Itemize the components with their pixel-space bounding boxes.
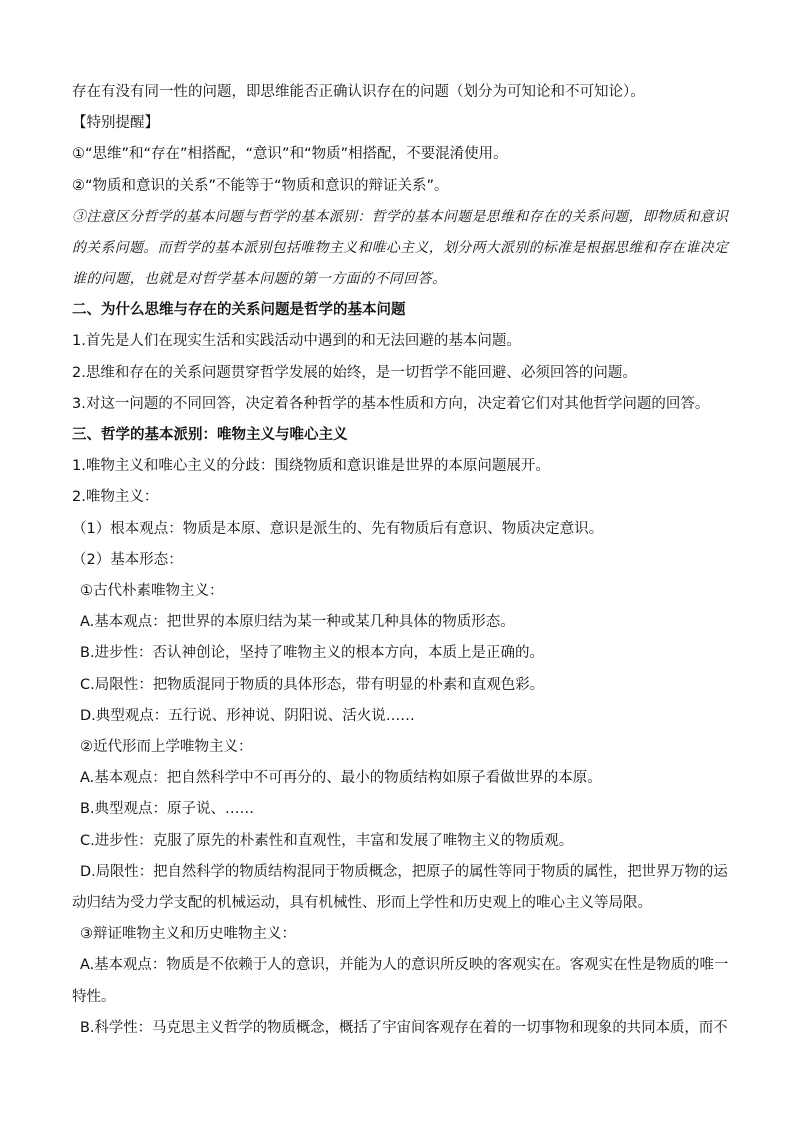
- form-heading: ①古代朴素唯物主义：: [80, 583, 224, 599]
- form-heading: ②近代形而上学唯物主义：: [80, 739, 253, 755]
- reminder-item-3-cont: 的关系问题。而哲学的基本派别包括唯物主义和唯心主义，划分两大派别的标准是根据思维和存在谁决定: [72, 240, 729, 256]
- paragraph-continuation: 存在有没有同一性的问题，即思维能否正确认识存在的问题（划分为可知论和不可知论）。: [72, 84, 645, 100]
- sub-item: （2）基本形态：: [72, 552, 183, 568]
- list-item: 3.对这一问题的不同回答，决定着各种哲学的基本性质和方向，决定着它们对其他哲学问题的回答。: [72, 396, 710, 412]
- list-item: 1.首先是人们在现实生活和实践活动中遇到的和无法回避的基本问题。: [72, 333, 521, 349]
- form-point: A.基本观点：把自然科学中不可再分的、最小的物质结构如原子看做世界的本原。: [80, 770, 602, 786]
- form-point: A.基本观点：把世界的本原归结为某一种或某几种具体的物质形态。: [80, 614, 515, 630]
- form-point: B.科学性：马克思主义哲学的物质概念，概括了宇宙间客观存在着的一切事物和现象的共同本质，而不: [80, 1020, 728, 1036]
- form-point: C.局限性：把物质混同于物质的具体形态，带有明显的朴素和直观色彩。: [80, 677, 545, 693]
- form-point: D.局限性：把自然科学的物质结构混同于物质概念，把原子的属性等同于物质的属性，把世界万物的运: [80, 864, 728, 880]
- special-reminder-heading: 【特别提醒】: [72, 115, 159, 131]
- reminder-item-3: ③注意区分哲学的基本问题与哲学的基本派别：哲学的基本问题是思维和存在的关系问题，即物质和意识: [72, 209, 729, 225]
- form-point-cont: 特性。: [72, 989, 116, 1005]
- reminder-item-2: ②“物质和意识的关系”不能等于“物质和意识的辩证关系”。: [72, 178, 449, 194]
- section-heading-3: 三、哲学的基本派别：唯物主义与唯心主义: [72, 427, 348, 443]
- list-item: 2.思维和存在的关系问题贯穿哲学发展的始终，是一切哲学不能回避、必须回答的问题。: [72, 365, 637, 381]
- reminder-item-3-cont: 谁的问题，也就是对哲学基本问题的第一方面的不同回答。: [72, 271, 447, 287]
- form-point-cont: 动归结为受力学支配的机械运动，具有机械性、形而上学性和历史观上的唯心主义等局限。: [72, 895, 652, 911]
- form-point: D.典型观点：五行说、形神说、阴阳说、活火说……: [80, 708, 415, 724]
- list-item: 1.唯物主义和唯心主义的分歧：围绕物质和意识谁是世界的本原问题展开。: [72, 458, 550, 474]
- form-point: B.进步性：否认神创论，坚持了唯物主义的根本方向，本质上是正确的。: [80, 645, 545, 661]
- sub-item: （1）根本观点：物质是本原、意识是派生的、先有物质后有意识、物质决定意识。: [72, 521, 604, 537]
- section-heading-2: 二、为什么思维与存在的关系问题是哲学的基本问题: [72, 302, 406, 318]
- form-heading: ③辩证唯物主义和历史唯物主义：: [80, 926, 296, 942]
- form-point: C.进步性：克服了原先的朴素性和直观性，丰富和发展了唯物主义的物质观。: [80, 833, 574, 849]
- list-item: 2.唯物主义：: [72, 489, 159, 505]
- form-point: A.基本观点：物质是不依赖于人的意识，并能为人的意识所反映的客观实在。客观实在性是物质的唯一: [80, 957, 729, 973]
- reminder-item-1: ①“思维”和“存在”相搭配，“意识”和“物质”相搭配，不要混淆使用。: [72, 146, 508, 162]
- form-point: B.典型观点：原子说、……: [80, 801, 255, 817]
